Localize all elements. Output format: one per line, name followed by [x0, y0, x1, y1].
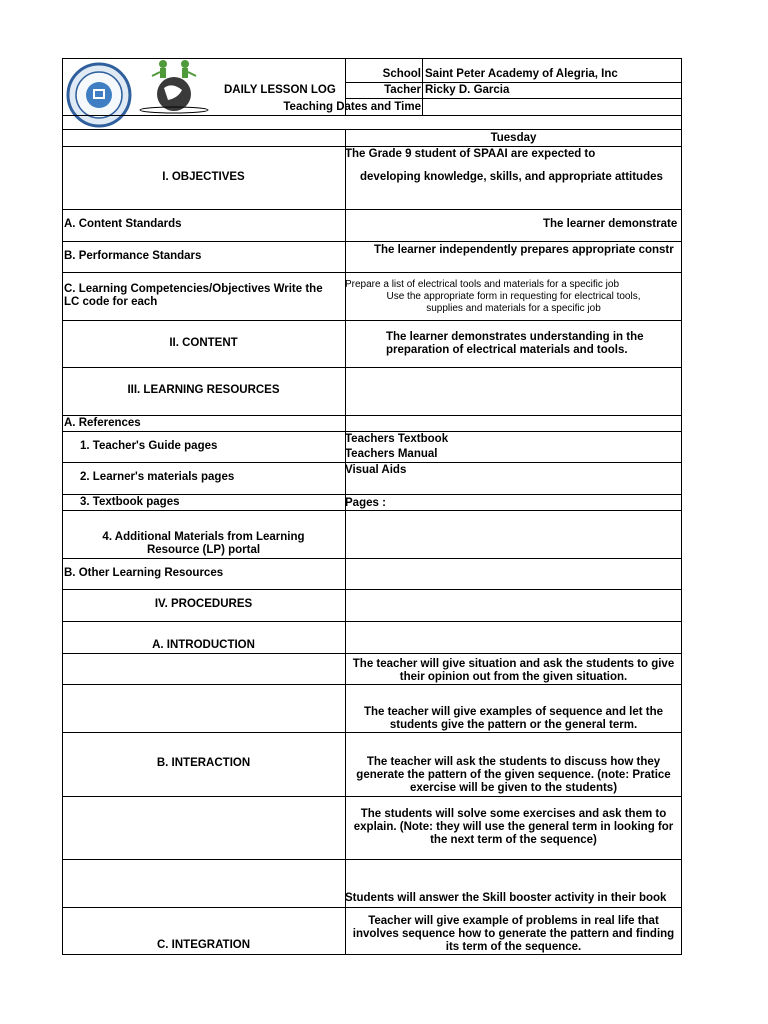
- textbook-pages-value: Pages :: [345, 497, 386, 509]
- children-on-globe-icon: [138, 58, 210, 114]
- school-seal-icon: [66, 62, 132, 128]
- objectives-line-2: developing knowledge, skills, and appropriate attitudes: [360, 171, 663, 183]
- school-label: School: [382, 68, 421, 80]
- day-header: Tuesday: [490, 132, 537, 144]
- competencies-line-1: Prepare a list of electrical tools and materials for a specific job: [345, 279, 620, 290]
- learning-resources-label: III. LEARNING RESOURCES: [127, 384, 280, 396]
- integration-line-1: Teacher will give example of problems in real life that: [368, 915, 659, 927]
- interaction-label: B. INTERACTION: [156, 757, 251, 769]
- additional-materials-label-1: 4. Additional Materials from Learning: [102, 531, 305, 543]
- interaction-line-1: The teacher will ask the students to discuss how they: [366, 756, 661, 768]
- interaction-line-2: generate the pattern of the given sequence. (note: Pratice: [356, 769, 671, 781]
- textbook-pages-label: 3. Textbook pages: [80, 496, 180, 508]
- content-label: II. CONTENT: [169, 337, 238, 349]
- intro-activity-1-line-1: The teacher will give situation and ask the students to give: [352, 658, 675, 670]
- objectives-label: I. OBJECTIVES: [162, 171, 245, 183]
- competencies-label-2: LC code for each: [64, 296, 158, 308]
- teaching-dates-label: Teaching Dates and Time: [283, 101, 421, 113]
- interaction-2-line-3: the next term of the sequence): [430, 834, 597, 846]
- competencies-label-1: C. Learning Competencies/Objectives Write the: [64, 283, 323, 295]
- additional-materials-label-2: Resource (LP) portal: [146, 544, 261, 556]
- learners-materials-value: Visual Aids: [345, 464, 407, 476]
- intro-activity-2-line-2: students give the pattern or the general term.: [389, 719, 638, 731]
- interaction-2-line-1: The students will solve some exercises and ask them to: [360, 808, 667, 820]
- procedures-label: IV. PROCEDURES: [154, 598, 253, 610]
- competencies-line-2: Use the appropriate form in requesting for electrical tools,: [386, 291, 641, 302]
- introduction-label: A. INTRODUCTION: [152, 639, 255, 651]
- integration-label: C. INTEGRATION: [156, 939, 251, 951]
- intro-activity-1-line-2: their opinion out from the given situation.: [399, 671, 628, 683]
- school-value: Saint Peter Academy of Alegria, Inc: [425, 68, 618, 80]
- competencies-line-3: supplies and materials for a specific job: [426, 303, 601, 314]
- intro-activity-2-line-1: The teacher will give examples of sequence and let the: [363, 706, 664, 718]
- content-standards-value: The learner demonstrate: [543, 218, 678, 230]
- objectives-line-1: The Grade 9 student of SPAAI are expected to: [345, 148, 596, 160]
- integration-line-2: involves sequence how to generate the pattern and finding: [352, 928, 675, 940]
- teachers-guide-label: 1. Teacher's Guide pages: [80, 440, 218, 452]
- teacher-value: Ricky D. Garcia: [425, 84, 510, 96]
- page-title: DAILY LESSON LOG: [224, 84, 336, 96]
- interaction-line-3: exercise will be given to the students): [409, 782, 618, 794]
- learners-materials-label: 2. Learner's materials pages: [80, 471, 235, 483]
- teachers-guide-value-2: Teachers Manual: [345, 448, 438, 460]
- teacher-label: Tacher: [384, 84, 421, 96]
- content-standards-label: A. Content Standards: [64, 218, 182, 230]
- references-label: A. References: [64, 417, 141, 429]
- interaction-3-line-1: Students will answer the Skill booster activity in their book: [345, 892, 667, 904]
- performance-standards-label: B. Performance Standars: [64, 250, 202, 262]
- content-line-2: preparation of electrical materials and tools.: [386, 344, 628, 356]
- teachers-guide-value-1: Teachers Textbook: [345, 433, 449, 445]
- interaction-2-line-2: explain. (Note: they will use the general term in looking for: [353, 821, 674, 833]
- other-resources-label: B. Other Learning Resources: [64, 567, 224, 579]
- performance-standards-value: The learner independently prepares appropriate constr: [374, 244, 674, 256]
- content-line-1: The learner demonstrates understanding in the: [386, 331, 644, 343]
- integration-line-3: its term of the sequence.: [445, 941, 582, 953]
